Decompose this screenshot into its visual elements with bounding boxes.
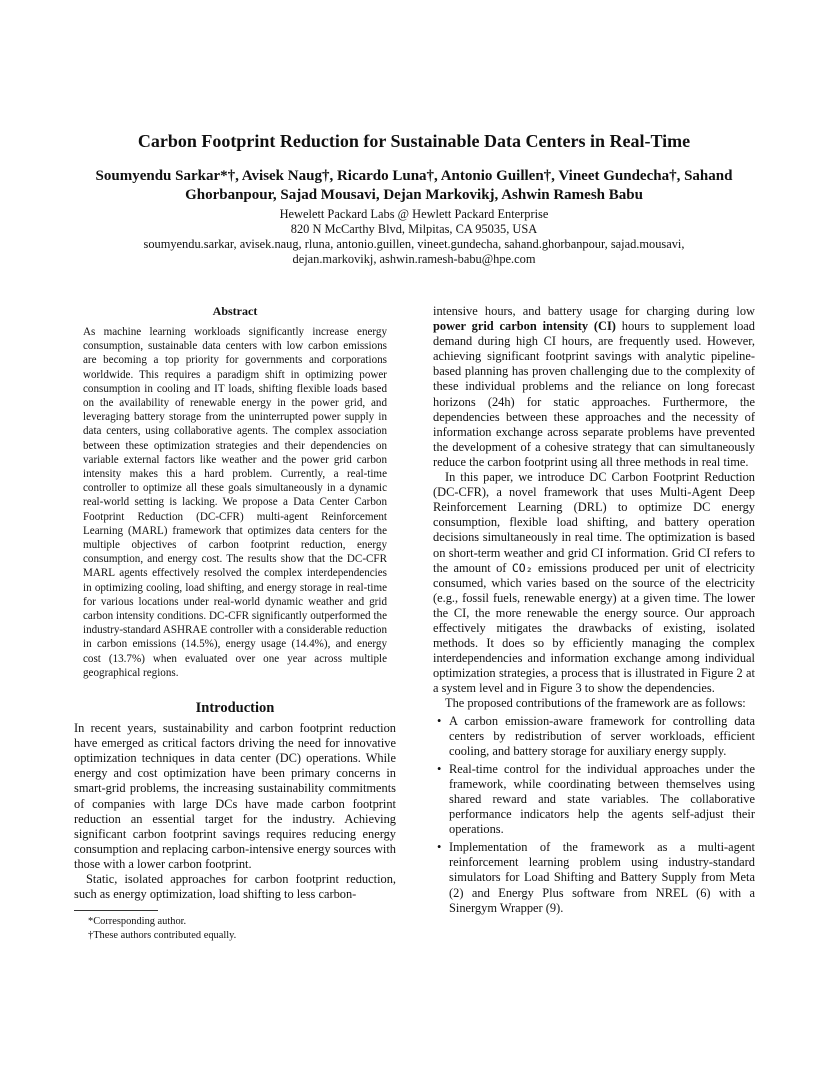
contribution-list xyxy=(433,714,755,916)
introduction-paragraph-2: Static, isolated approaches for carbon footprint reduction, such as energy optimization, load shifting to less carbon- xyxy=(74,872,396,902)
paper-title: Carbon Footprint Reduction for Sustainable Data Centers in Real-Time xyxy=(137,131,691,151)
affiliation-address: 820 N McCarthy Blvd, Milpitas, CA 95035, USA xyxy=(290,222,538,236)
affiliation-emails-2: dejan.markovikj, ashwin.ramesh-babu@hpe.com xyxy=(292,252,536,266)
right-paragraph-1-end: hours to supplement load demand during high CI hours, are frequently used. However, achieving significant footprint savings with analytic pipeline-based planning has proven challenging due to the complexity of these individual problems and the reliance on long forecast horizons (24h) for static approaches. Furthermore, the dependencies between these approaches and the necessity of information exchange across separate problems have prevented the development of a cohesive strategy that can simultaneously reduce the carbon footprint using all three methods in real time. xyxy=(433,319,755,469)
abstract-heading: Abstract xyxy=(212,304,258,318)
right-paragraph-1 xyxy=(433,304,755,470)
bullet-icon: • xyxy=(437,840,442,855)
author-line-2: Ghorbanpour, Sajad Mousavi, Dejan Markovikj, Ashwin Ramesh Babu xyxy=(185,187,643,203)
introduction-paragraph-1: In recent years, sustainability and carbon footprint reduction have emerged as critical factors driving the need for innovative optimization techniques in data center (DC) operations. While energy and cost optimization have been primary concerns in smart-grid problems, the increasing sustainability commitments of companies with large DCs have made carbon footprint reduction an essential target for the industry. Achieving significant carbon footprint savings requires reducing energy consumption and replacing carbon-intensive energy sources with those with a lower carbon footprint. xyxy=(74,721,396,871)
contribution-text: Real-time control for the individual approaches under the framework, while coordinating between themselves using shared reward and state variables. The collaborative performance indicators help the agents self-adjust their operations. xyxy=(449,761,755,837)
author-list xyxy=(70,167,758,205)
author-line-1: Soumyendu Sarkar*†, Avisek Naug†, Ricardo Luna†, Antonio Guillen†, Vineet Gundecha†, Sahand xyxy=(95,168,733,184)
list-item xyxy=(433,840,755,915)
bullet-icon: • xyxy=(437,713,442,728)
footnote-corresponding: *Corresponding author. xyxy=(88,916,187,928)
right-paragraph-2-end: emissions produced per unit of electricity consumed, which varies based on the source of the electricity (e.g., fossil fuels, renewable energy) at a given time. The lower the CI, the more renewable the energy source. Our approach effectively mitigates the drawbacks of existing, isolated methods. It does so by efficiently managing the complex interdependencies and information exchange among individual optimization strategies, a process that is illustrated in Figure 2 at a system level and in Figure 3 to show the dependencies. xyxy=(433,560,755,696)
list-item xyxy=(433,714,755,759)
introduction-heading: Introduction xyxy=(195,700,275,717)
contribution-text: Implementation of the framework as a multi-agent reinforcement learning problem using industry-standard simulators for Load Shifting and Battery Supply from Meta (2) and Energy Plus software from NREL (6) with a Sinergym Wrapper (9). xyxy=(449,840,755,915)
affiliation-emails-1: soumyendu.sarkar, avisek.naug, rluna, antonio.guillen, vineet.gundecha, sahand.ghorbanpour, sajad.mousavi, xyxy=(143,237,685,251)
affiliation-org: Hewelett Packard Labs @ Hewlett Packard Enterprise xyxy=(279,207,549,221)
affiliation-block xyxy=(60,207,768,267)
contribution-text: A carbon emission-aware framework for controlling data centers by redistribution of server workloads, efficient cooling, and battery storage for auxiliary energy supply. xyxy=(449,713,755,758)
right-paragraph-2 xyxy=(433,470,755,696)
right-paragraph-2-start: In this paper, we introduce DC Carbon Footprint Reduction (DC-CFR), a novel framework that uses Multi-Agent Deep Reinforcement Learning (DRL) to optimize DC energy consumption, flexible load shifting, and battery operation decisions simultaneously in real time. The optimization is based on short-term weather and grid CI information. Grid CI refers to the amount of xyxy=(433,470,755,575)
footnote-rule xyxy=(74,910,158,911)
right-paragraph-1-bold: power grid carbon intensity (CI) xyxy=(433,319,616,334)
abstract-text: As machine learning workloads significantly increase energy consumption, sustainable data centers with low carbon emissions are becoming a top priority for governments and corporations worldwide. This requires a paradigm shift in optimizing power consumption in cooling and IT loads, shifting flexible loads based on the availability of renewable energy in the power grid, and leveraging battery storage from the uninterrupted power supply in data centers, using collaborative agents. The complex association between these optimization strategies and their dependencies on variable external factors like weather and the power grid carbon intensity makes this a hard problem. Currently, a real-time controller to optimize all these goals simultaneously in a dynamic real-world setting is lacking. We propose a Data Center Carbon Footprint Reduction (DC-CFR) multi-agent Reinforcement Learning (MARL) framework that optimizes data centers for the multiple objectives of carbon footprint reduction, energy consumption, and energy cost. The results show that the DC-CFR MARL agents effectively resolved the complex interdependencies in optimizing cooling, load shifting, and energy storage in real-time for various locations under real-world dynamic weather and grid carbon intensity conditions. DC-CFR significantly outperformed the industry-standard ASHRAE controller with a considerable reduction in carbon emissions (14.5%), energy usage (14.4%), and energy cost (13.7%) when evaluated over one year across multiple geographical regions. xyxy=(83,326,387,679)
right-paragraph-3: The proposed contributions of the framework are as follows: xyxy=(445,696,746,711)
list-item xyxy=(433,762,755,837)
bullet-icon: • xyxy=(437,761,442,776)
right-column xyxy=(433,304,755,919)
footnote-equal-contribution: †These authors contributed equally. xyxy=(88,930,237,942)
co2-symbol: CO₂ xyxy=(511,560,533,575)
left-column xyxy=(74,300,396,943)
right-paragraph-1-start: intensive hours, and battery usage for charging during low xyxy=(433,304,755,318)
